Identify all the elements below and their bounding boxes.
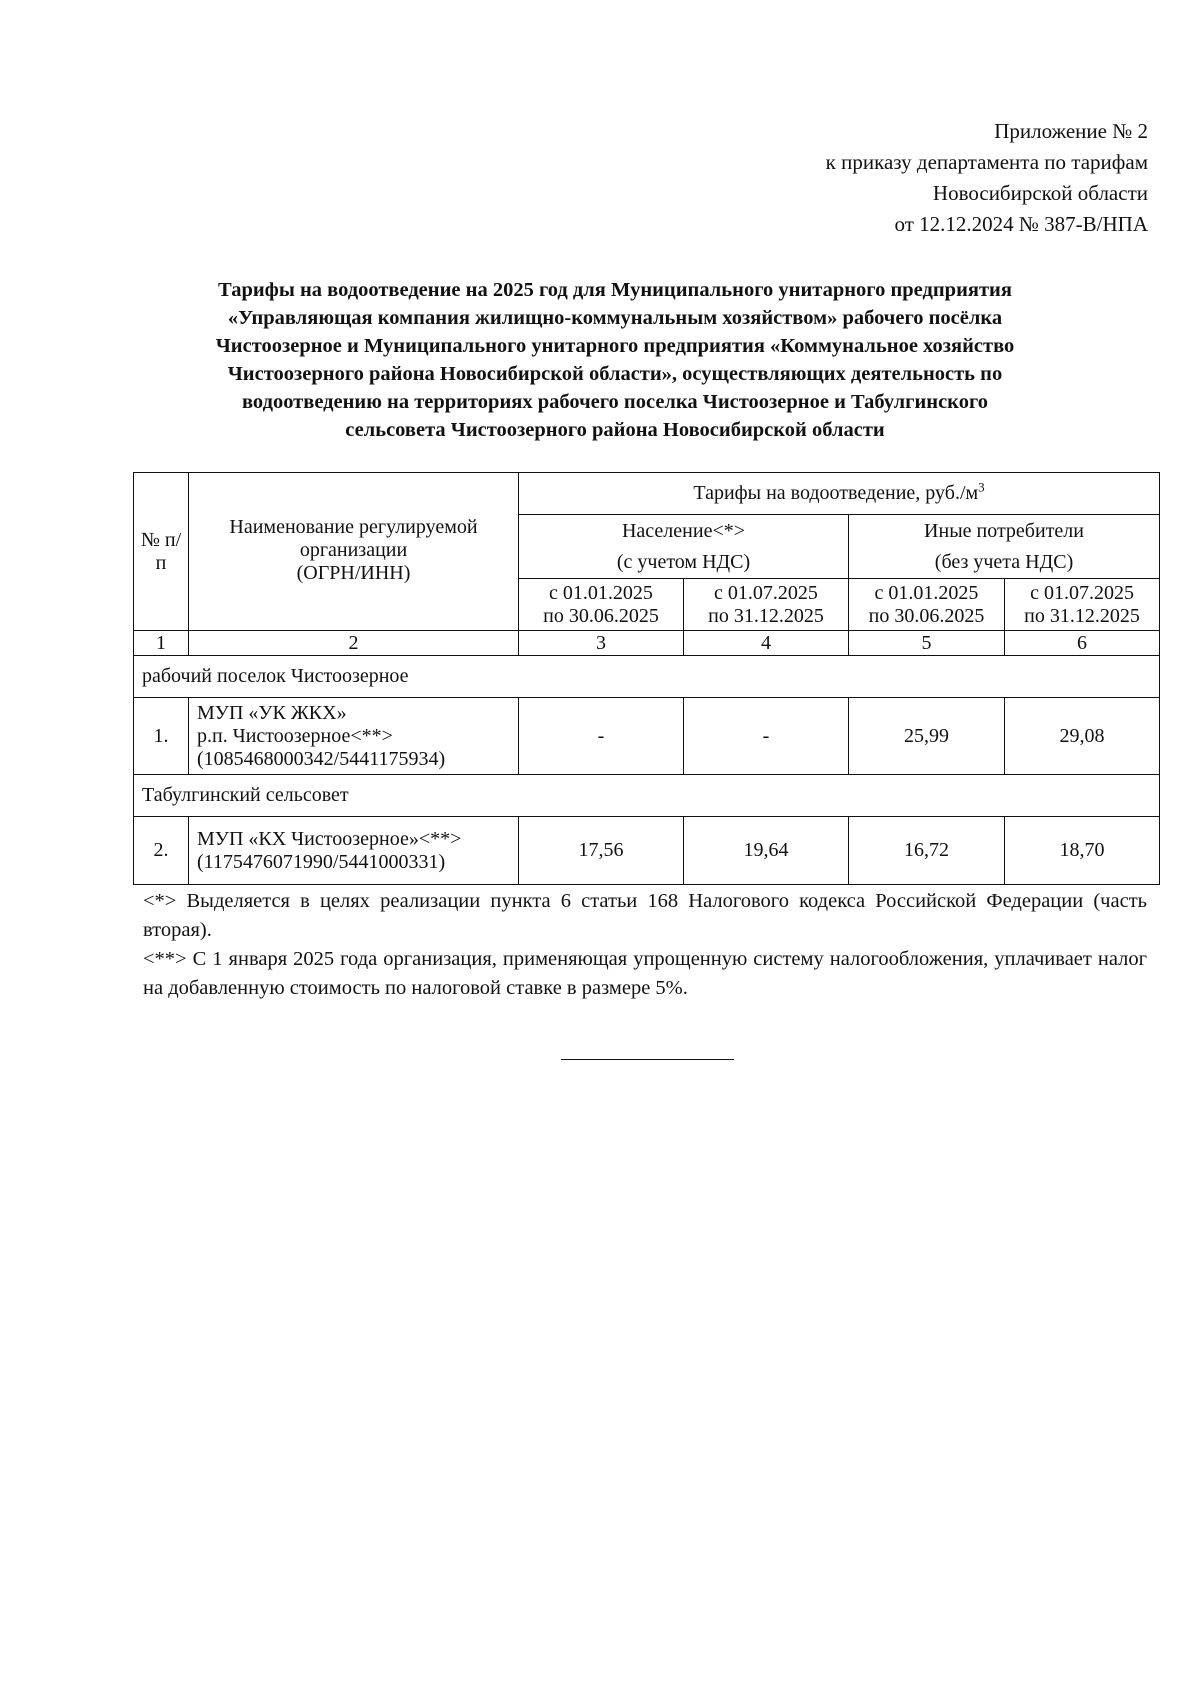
tariff-value: 19,64 <box>684 817 849 885</box>
footnotes <box>143 887 1147 1003</box>
tariff-value: - <box>684 698 849 775</box>
column-number: 4 <box>684 631 849 656</box>
organization-name-line: (1085468000342/5441175934) <box>197 747 446 770</box>
appendix-number: Приложение № 2 <box>994 119 1148 143</box>
period-cell: с 01.01.2025 по 30.06.2025 <box>849 579 1005 631</box>
appendix-header <box>826 116 1148 240</box>
header-tariffs: Тарифы на водоотведение, $руб./м^3$ <box>519 473 1160 515</box>
period-cell: с 01.07.2025 по 31.12.2025 <box>684 579 849 631</box>
tariff-value: - <box>519 698 684 775</box>
organization-name-line: МУП «УК ЖКХ» <box>197 701 347 724</box>
title-line: Тарифы на водоотведение на 2025 год для Муниципального унитарного предприятия <box>218 279 1012 301</box>
header-number: № п/п <box>134 473 189 631</box>
column-number: 1 <box>134 631 189 656</box>
header-other-consumers-vat: (без учета НДС) <box>849 548 1160 579</box>
organization-name-line: р.п. Чистоозерное<**> <box>197 724 393 747</box>
organization-name-line: МУП «КХ Чистоозерное»<**> <box>197 827 462 850</box>
title-line: сельсовета Чистоозерного района Новосибирской области <box>345 419 885 441</box>
tariff-value: 16,72 <box>849 817 1005 885</box>
title-line: водоотведению на территориях рабочего поселка Чистоозерное и Табулгинского <box>241 391 989 413</box>
organization-name <box>189 698 519 775</box>
header-population-vat: (с учетом НДС) <box>519 548 849 579</box>
table-row <box>134 817 1160 885</box>
appendix-region: Новосибирской области <box>932 181 1148 205</box>
tariff-value: 25,99 <box>849 698 1005 775</box>
group-row <box>134 656 1160 698</box>
tariffs-table <box>133 472 1160 885</box>
organization-name-line: (1175476071990/5441000331) <box>197 850 446 873</box>
header-organization-line: организации <box>299 539 408 561</box>
row-number: 2. <box>134 817 189 885</box>
tariff-value: 18,70 <box>1005 817 1160 885</box>
group-label: рабочий поселок Чистоозерное <box>134 656 1160 698</box>
title-line: Чистоозерное и Муниципального унитарного предприятия «Коммунальное хозяйство <box>215 335 1015 357</box>
header-organization-line: Наименование регулируемой <box>229 516 478 538</box>
end-separator-line <box>561 1059 734 1060</box>
footnote-vat: <*> Выделяется в целях реализации пункта 6 статьи 168 Налогового кодекса Российской Федерации (часть вторая). <box>143 890 1147 941</box>
period-cell: с 01.07.2025 по 31.12.2025 <box>1005 579 1160 631</box>
column-number: 3 <box>519 631 684 656</box>
tariff-value: 29,08 <box>1005 698 1160 775</box>
group-label: Табулгинский сельсовет <box>134 775 1160 817</box>
document-title <box>140 276 1090 444</box>
period-cell: с 01.01.2025 по 30.06.2025 <box>519 579 684 631</box>
header-other-consumers: Иные потребители <box>849 515 1160 548</box>
header-organization <box>189 473 519 631</box>
column-number: 5 <box>849 631 1005 656</box>
table-row <box>134 698 1160 775</box>
group-row <box>134 775 1160 817</box>
column-number: 6 <box>1005 631 1160 656</box>
tariff-value: 17,56 <box>519 817 684 885</box>
header-row <box>134 473 1160 515</box>
row-number: 1. <box>134 698 189 775</box>
appendix-order-date: от 12.12.2024 № 387-В/НПА <box>894 212 1148 236</box>
organization-name <box>189 817 519 885</box>
column-number: 2 <box>189 631 519 656</box>
column-numbers-row <box>134 631 1160 656</box>
appendix-order-ref: к приказу департамента по тарифам <box>825 150 1148 174</box>
header-population: Население<*> <box>519 515 849 548</box>
title-line: «Управляющая компания жилищно-коммунальным хозяйством» рабочего посёлка <box>227 307 1003 329</box>
footnote-simplified-tax: <**> С 1 января 2025 года организация, применяющая упрощенную систему налогообложения, уплачивает налог на добавленную стоимость по налоговой ставке в размере 5%. <box>143 948 1147 999</box>
header-organization-line: (ОГРН/ИНН) <box>296 562 411 584</box>
title-line: Чистоозерного района Новосибирской области», осуществляющих деятельность по <box>227 363 1003 385</box>
